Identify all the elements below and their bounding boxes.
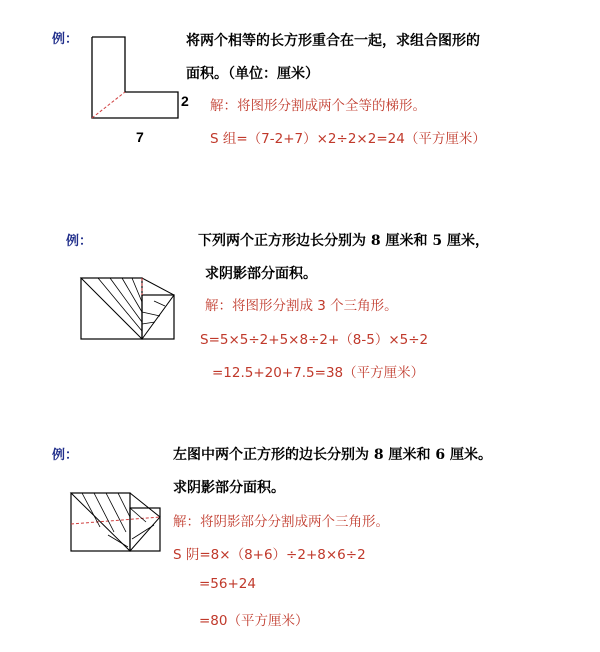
solution-line: 解：将阴影部分分割成两个三角形。 xyxy=(173,514,389,530)
example-label: 例： xyxy=(52,32,79,47)
problem-text-line2: 求阴影部分面积。 xyxy=(173,480,285,496)
solution-line: S 组=（7-2+7）×2÷2×2=24（平方厘米） xyxy=(210,131,486,147)
solution-line: S 阴=8×（8+6）÷2+8×6÷2 xyxy=(173,547,366,563)
problem-text-line1: 下列两个正方形边长分别为 8 厘米和 5 厘米， xyxy=(198,233,489,249)
solution-line: =56+24 xyxy=(199,576,256,592)
problem-text-line2: 面积。（单位：厘米） xyxy=(186,66,319,82)
example-label: 例： xyxy=(52,448,79,463)
problem-text-line1: 左图中两个正方形的边长分别为 8 厘米和 6 厘米。 xyxy=(173,447,492,463)
solution-line: S=5×5÷2+5×8÷2+（8-5）×5÷2 xyxy=(200,332,429,348)
problem-text-line2: 求阴影部分面积。 xyxy=(205,266,317,282)
solution-line: =80（平方厘米） xyxy=(199,613,309,629)
two-squares-figure xyxy=(70,487,170,557)
dimension-long: 7 xyxy=(136,129,144,145)
two-squares-figure xyxy=(80,272,180,342)
l-shape-figure xyxy=(90,34,190,124)
example-label: 例： xyxy=(66,234,93,249)
dimension-short: 2 xyxy=(181,93,189,109)
solution-line: 解：将图形分割成两个全等的梯形。 xyxy=(210,98,426,114)
solution-line: =12.5+20+7.5=38（平方厘米） xyxy=(212,365,425,381)
problem-text-line1: 将两个相等的长方形重合在一起，求组合图形的 xyxy=(186,33,480,49)
solution-line: 解：将图形分割成 3 个三角形。 xyxy=(205,298,398,314)
